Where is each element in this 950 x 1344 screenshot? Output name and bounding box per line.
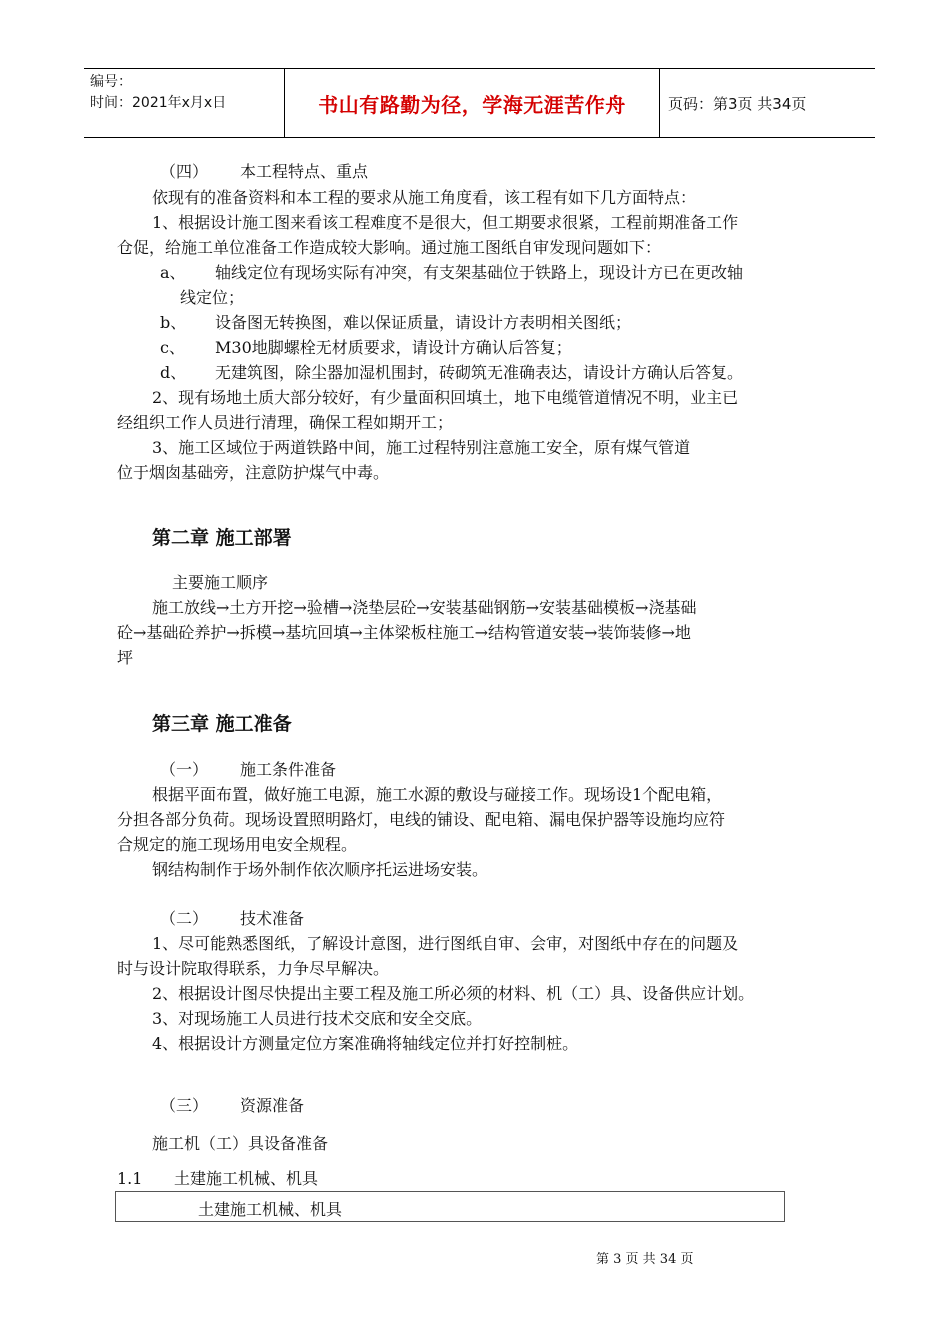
section-tag: （三） xyxy=(160,1096,209,1115)
time-label: 时间：2021年x月x日 xyxy=(90,95,227,111)
paragraph: 依现有的准备资料和本工程的要求从施工角度看，该工程有如下几方面特点： xyxy=(152,188,697,207)
list-tag: c、 xyxy=(160,338,185,357)
paragraph: 施工放线→土方开挖→验槽→浇垫层砼→安装基础钢筋→安装基础模板→浇基础 xyxy=(152,598,697,617)
section-title: 本工程特点、重点 xyxy=(240,162,369,181)
list-tag: b、 xyxy=(160,313,187,332)
paragraph: 钢结构制作于场外制作依次顺序托运进场安装。 xyxy=(152,860,489,879)
paragraph: 经组织工作人员进行清理，确保工程如期开工； xyxy=(117,413,454,432)
list-tag: a、 xyxy=(160,263,186,282)
heading-number: 1.1 xyxy=(117,1169,143,1188)
paragraph: 时与设计院取得联系，力争尽早解决。 xyxy=(117,959,390,978)
list-item-continued: 线定位； xyxy=(180,288,245,307)
section-tag: （四） xyxy=(160,162,209,181)
table-caption: 土建施工机械、机具 xyxy=(198,1200,343,1219)
section-heading xyxy=(160,908,304,930)
header-page-label: 页码：第3页 共34页 xyxy=(668,95,807,113)
paragraph: 1、根据设计施工图来看该工程难度不是很大，但工期要求很紧，工程前期准备工作 xyxy=(152,213,739,232)
list-item xyxy=(160,362,743,384)
paragraph: 2、根据设计图尽快提出主要工程及施工所必须的材料、机（工）具、设备供应计划。 xyxy=(152,984,755,1003)
number-label: 编号： xyxy=(90,74,132,90)
section-heading xyxy=(160,161,368,183)
header-divider xyxy=(659,69,660,137)
chapter-title: 第二章 施工部署 xyxy=(152,527,292,549)
section-title: 施工条件准备 xyxy=(240,760,337,779)
section-heading xyxy=(160,759,336,781)
section-tag: （一） xyxy=(160,760,209,779)
paragraph: 坪 xyxy=(117,648,134,667)
paragraph: 施工机（工）具设备准备 xyxy=(152,1134,329,1153)
page-footer: 第 3 页 共 34 页 xyxy=(596,1252,694,1267)
paragraph: 合规定的施工现场用电安全规程。 xyxy=(117,835,358,854)
paragraph: 砼→基础砼养护→拆模→基坑回填→主体梁板柱施工→结构管道安装→装饰装修→地 xyxy=(117,623,691,642)
paragraph: 分担各部分负荷。现场设置照明路灯，电线的铺设、配电箱、漏电保护器等设施均应符 xyxy=(117,810,726,829)
list-text: M30地脚螺栓无材质要求，请设计方确认后答复； xyxy=(215,338,572,357)
list-item xyxy=(160,312,631,334)
chapter-title: 第三章 施工准备 xyxy=(152,713,292,735)
paragraph: 根据平面布置，做好施工电源，施工水源的敷设与碰接工作。现场设1个配电箱， xyxy=(152,785,723,804)
paragraph: 1、尽可能熟悉图纸，了解设计意图，进行图纸自审、会审，对图纸中存在的问题及 xyxy=(152,934,739,953)
list-item xyxy=(160,262,743,284)
paragraph: 4、根据设计方测量定位方案准确将轴线定位并打好控制桩。 xyxy=(152,1034,579,1053)
list-text: 轴线定位有现场实际有冲突，有支架基础位于铁路上，现设计方已在更改轴 xyxy=(215,263,744,282)
header-left-cell xyxy=(84,69,284,137)
header-table xyxy=(84,68,875,138)
paragraph: 仓促，给施工单位准备工作造成较大影响。通过施工图纸自审发现问题如下： xyxy=(117,238,662,257)
list-text: 设备图无转换图，难以保证质量，请设计方表明相关图纸； xyxy=(215,313,632,332)
section-tag: （二） xyxy=(160,909,209,928)
subheading: 主要施工顺序 xyxy=(172,573,269,592)
paragraph: 3、对现场施工人员进行技术交底和安全交底。 xyxy=(152,1009,483,1028)
header-motto: 书山有路勤为径，学海无涯苦作舟 xyxy=(318,92,626,117)
list-text: 无建筑图，除尘器加湿机围封，砖砌筑无准确表达，请设计方确认后答复。 xyxy=(215,363,744,382)
list-tag: d、 xyxy=(160,363,187,382)
paragraph: 位于烟囱基础旁，注意防护煤气中毒。 xyxy=(117,463,390,482)
list-item xyxy=(160,337,572,359)
equipment-table xyxy=(115,1191,785,1222)
section-title: 资源准备 xyxy=(240,1096,305,1115)
numbered-heading xyxy=(117,1168,318,1190)
heading-text: 土建施工机械、机具 xyxy=(174,1169,319,1188)
paragraph: 2、现有场地土质大部分较好，有少量面积回填土，地下电缆管道情况不明，业主已 xyxy=(152,388,739,407)
section-heading xyxy=(160,1095,304,1117)
paragraph: 3、施工区域位于两道铁路中间，施工过程特别注意施工安全，原有煤气管道 xyxy=(152,438,691,457)
section-title: 技术准备 xyxy=(240,909,305,928)
